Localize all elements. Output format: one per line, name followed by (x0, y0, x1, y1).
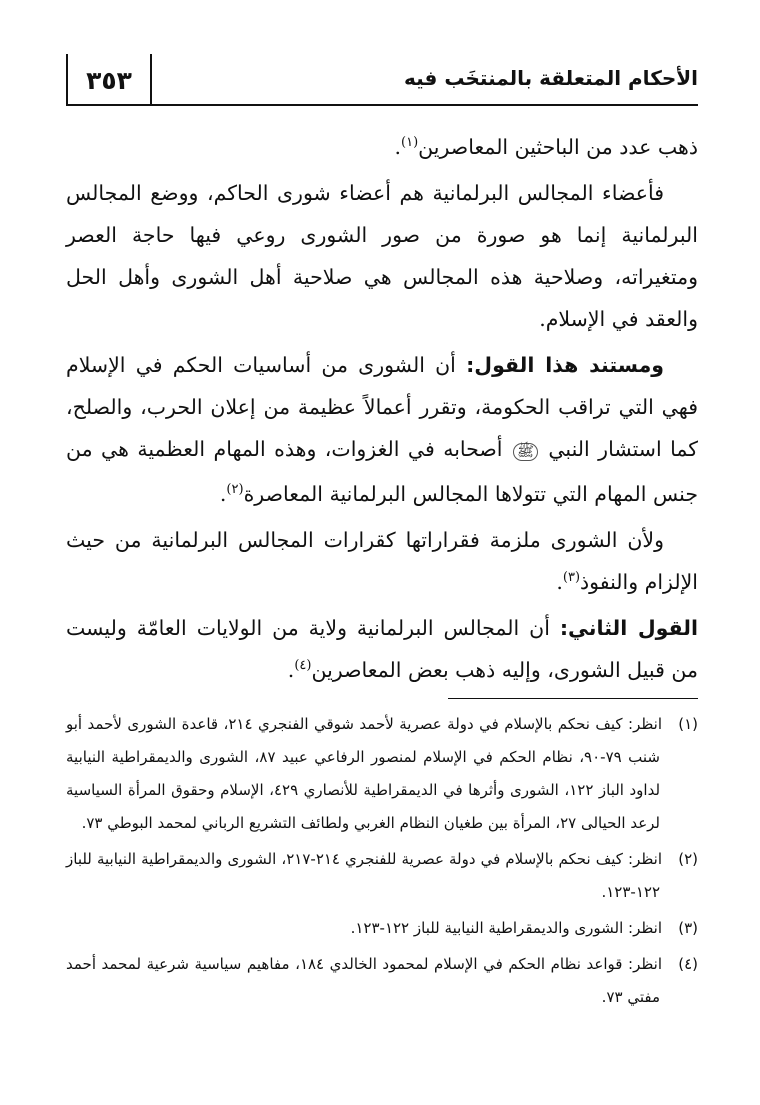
footnote-ref-1: (١) (401, 135, 419, 151)
paragraph-1 (66, 126, 698, 168)
page-number: ٣٥٣ (66, 54, 152, 106)
paragraph-3-end: . (219, 482, 227, 506)
footnote-ref-2: (٢) (226, 482, 244, 498)
paragraph-2 (66, 172, 698, 340)
footnote-number: (١) (678, 715, 698, 733)
paragraph-5-end: . (287, 658, 295, 682)
paragraph-2-text: فأعضاء المجالس البرلمانية هم أعضاء شورى الحاكم، ووضع المجالس البرلمانية إنما هو صورة من صور الشورى روعي فيها حاجة العصر ومتغيراته، وصلاحية هذه المجالس هي صلاحية أهل الشورى وأهل الحل والعقد في الإسلام. (66, 181, 698, 331)
paragraph-1-text: ذهب عدد من الباحثين المعاصرين (418, 135, 698, 159)
paragraph-3-text-b: أصحابه في الغزوات، وهذه المهام العظمية هي من جنس المهام التي تتولاها المجالس البرلمانية المعاصرة (66, 437, 698, 506)
paragraph-5-text: أن المجالس البرلمانية ولاية من الولايات العامّة وليست من قبيل الشورى، وإليه ذهب بعض المعاصرين (66, 616, 698, 682)
running-head: الأحكام المتعلقة بالمنتخَب فيه (403, 66, 698, 90)
footnote-number: (٤) (678, 955, 698, 973)
paragraph-5 (66, 607, 698, 691)
footnote-text: انظر: قواعد نظام الحكم في الإسلام لمحمود الخالدي ١٨٤، مفاهيم سياسية شرعية لمحمد أحمد مفتي ٧٣. (66, 955, 662, 1006)
main-text (66, 126, 698, 695)
footnote-text: انظر: الشورى والديمقراطية النيابية للباز ١٢٢-١٢٣. (350, 919, 662, 937)
footnote-text: انظر: كيف نحكم بالإسلام في دولة عصرية لأحمد شوقي الفنجري ٢١٤، قاعدة الشورى لأحمد أبو شنب ٧٩-٩٠، نظام الحكم في الإسلام لمنصور الرفاعي عبيد ٨٧، الشورى والديمقراطية النيابية لداود الباز ١٢٢، الشورى وأثرها في الديمقراطية للأنصاري ٤٢٩، الإسلام وحقوق المرأة السياسية لرعد الحيالى ٢٧، المرأة بين طغيان النظام الغربي ولطائف التشريع الرباني لمحمد البوطي ٧٣. (66, 715, 662, 832)
paragraph-4-text: ولأن الشورى ملزمة فقراراتها كقرارات المجالس البرلمانية من حيث الإلزام والنفوذ (66, 528, 698, 594)
footnote-text: انظر: كيف نحكم بالإسلام في دولة عصرية للفنجري ٢١٤-٢١٧، الشورى والديمقراطية النيابية للباز ١٢٢-١٢٣. (66, 850, 662, 901)
footnote-number: (٣) (678, 919, 698, 937)
footnote-number: (٢) (678, 850, 698, 868)
paragraph-1-end: . (394, 135, 402, 159)
page-header (66, 54, 698, 106)
footnote-4 (66, 948, 698, 1014)
footnotes (66, 708, 698, 1017)
footnote-separator (448, 698, 698, 699)
paragraph-3-lead: ومستند هذا القول: (466, 353, 664, 377)
footnote-ref-4: (٤) (294, 658, 312, 674)
footnote-2 (66, 843, 698, 909)
footnote-ref-3: (٣) (562, 570, 581, 586)
paragraph-3-text-a: أن الشورى من أساسيات الحكم في الإسلام فهي التي تراقب الحكومة، وتقرر أعمالاً عظيمة من إعلان الحرب، والصلح، كما استشار النبي (66, 353, 698, 461)
salawat-glyph: ﷺ (513, 443, 538, 461)
footnote-1 (66, 708, 698, 840)
paragraph-4 (66, 519, 698, 603)
paragraph-3 (66, 344, 698, 515)
footnote-3 (66, 912, 698, 945)
paragraph-5-lead: القول الثاني: (559, 616, 698, 640)
paragraph-4-end: . (556, 570, 563, 594)
